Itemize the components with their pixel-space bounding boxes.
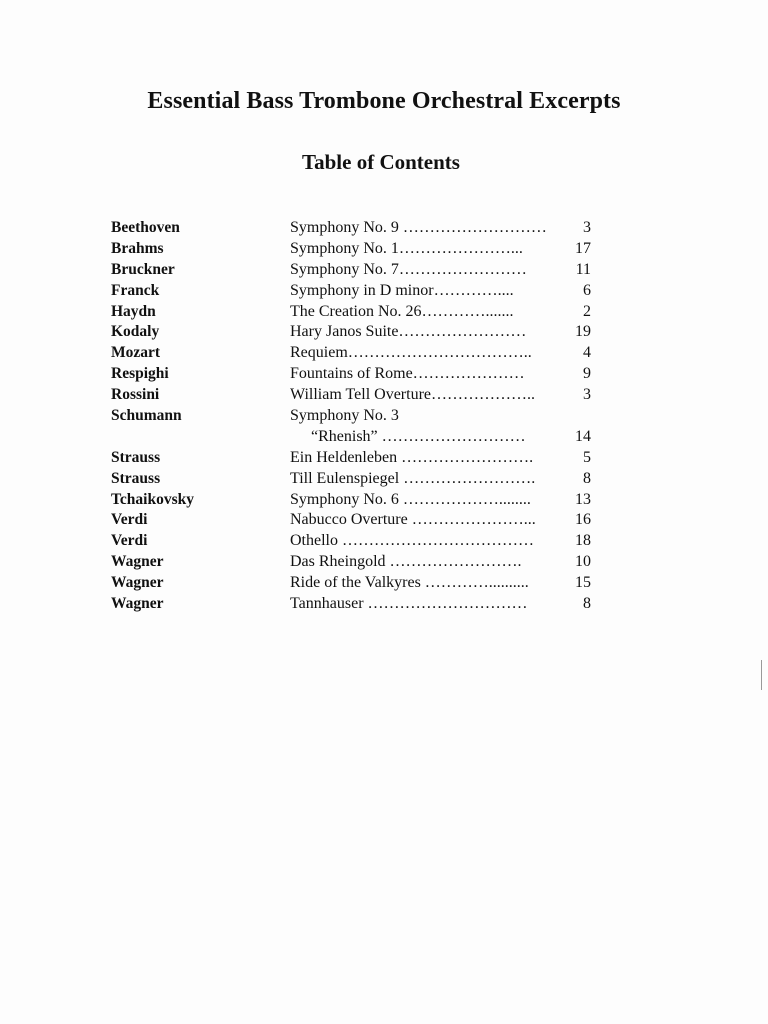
toc-row (111, 364, 591, 385)
work-title: Symphony No. 6 ………………........ (290, 490, 531, 508)
toc-row (111, 239, 591, 260)
work-title: Fountains of Rome………………… (290, 365, 525, 383)
toc-row (111, 490, 591, 511)
toc-row (111, 322, 591, 343)
work-title: Othello ……………………………… (290, 532, 534, 550)
toc-row (111, 260, 591, 281)
composer-name: Wagner (111, 574, 164, 592)
page-number: 13 (575, 490, 591, 508)
page-number: 3 (583, 219, 591, 236)
page-number: 9 (583, 365, 591, 383)
toc-row (111, 406, 591, 448)
composer-name: Kodaly (111, 323, 160, 341)
toc-row (111, 302, 591, 323)
toc-row (111, 343, 591, 364)
page-number: 8 (583, 595, 591, 613)
toc-row (111, 281, 591, 302)
work-title: Hary Janos Suite…………………… (290, 323, 527, 341)
toc-row (111, 218, 591, 239)
page-number: 17 (575, 239, 591, 257)
composer-name: Wagner (111, 553, 164, 571)
page-number: 11 (575, 260, 591, 278)
composer-name: Verdi (111, 511, 148, 529)
composer-name: Respighi (111, 365, 169, 383)
composer-name: Verdi (111, 532, 148, 550)
page-number: 4 (583, 344, 591, 362)
work-title: Requiem…………………………….. (290, 344, 532, 362)
page-number: 5 (583, 448, 591, 466)
work-title: Nabucco Overture …………………... (290, 511, 536, 529)
composer-name: Tchaikovsky (111, 490, 194, 508)
page-number: 2 (583, 302, 591, 320)
page-number: 6 (583, 281, 591, 299)
composer-name: Schumann (111, 407, 182, 425)
work-title: Das Rheingold ……………………. (290, 553, 522, 571)
composer-name: Mozart (111, 344, 161, 362)
composer-name: Haydn (111, 302, 156, 320)
work-title: Symphony No. 3 (290, 407, 399, 425)
work-title: Symphony No. 1…………………... (290, 239, 523, 257)
composer-name: Bruckner (111, 260, 175, 278)
composer-name: Strauss (111, 469, 161, 487)
toc-row (111, 573, 591, 594)
work-title: Symphony No. 7…………………… (290, 260, 527, 278)
page-number: 14 (575, 427, 591, 445)
toc-row (111, 510, 591, 531)
page-number: 15 (575, 574, 591, 592)
composer-name: Rossini (111, 386, 160, 404)
toc-row (111, 385, 591, 406)
page-number: 16 (575, 511, 591, 529)
work-title: Ride of the Valkyres ………….......... (290, 574, 529, 592)
page-number: 19 (575, 323, 591, 341)
toc-row (111, 448, 591, 469)
composer-name: Franck (111, 281, 160, 299)
composer-name: Wagner (111, 595, 164, 613)
composer-name: Brahms (111, 239, 164, 257)
work-subtitle: “Rhenish” ……………………… (311, 427, 526, 445)
composer-name: Beethoven (111, 219, 180, 236)
page-number: 10 (575, 553, 591, 571)
page-number: 8 (583, 469, 591, 487)
composer-name: Strauss (111, 448, 161, 466)
work-title: Ein Heldenleben ……………………. (290, 448, 534, 466)
table-of-contents (111, 218, 591, 615)
scan-edge-mark (761, 660, 762, 690)
work-title: Symphony No. 9 ……………………… (290, 219, 547, 236)
work-title: Till Eulenspiegel ……………………. (290, 469, 536, 487)
work-title: Symphony in D minor………….... (290, 281, 514, 299)
work-title: William Tell Overture……………….. (290, 386, 536, 404)
toc-heading: Table of Contents (302, 150, 460, 174)
work-title: Tannhauser ………………………… (290, 595, 528, 613)
toc-row (111, 469, 591, 490)
work-title: The Creation No. 26…………....... (290, 302, 514, 320)
page-number: 3 (583, 386, 591, 404)
page-number: 18 (575, 532, 591, 550)
document-title: Essential Bass Trombone Orchestral Excerpts (147, 88, 621, 114)
toc-row (111, 531, 591, 552)
toc-row (111, 594, 591, 615)
toc-row (111, 552, 591, 573)
